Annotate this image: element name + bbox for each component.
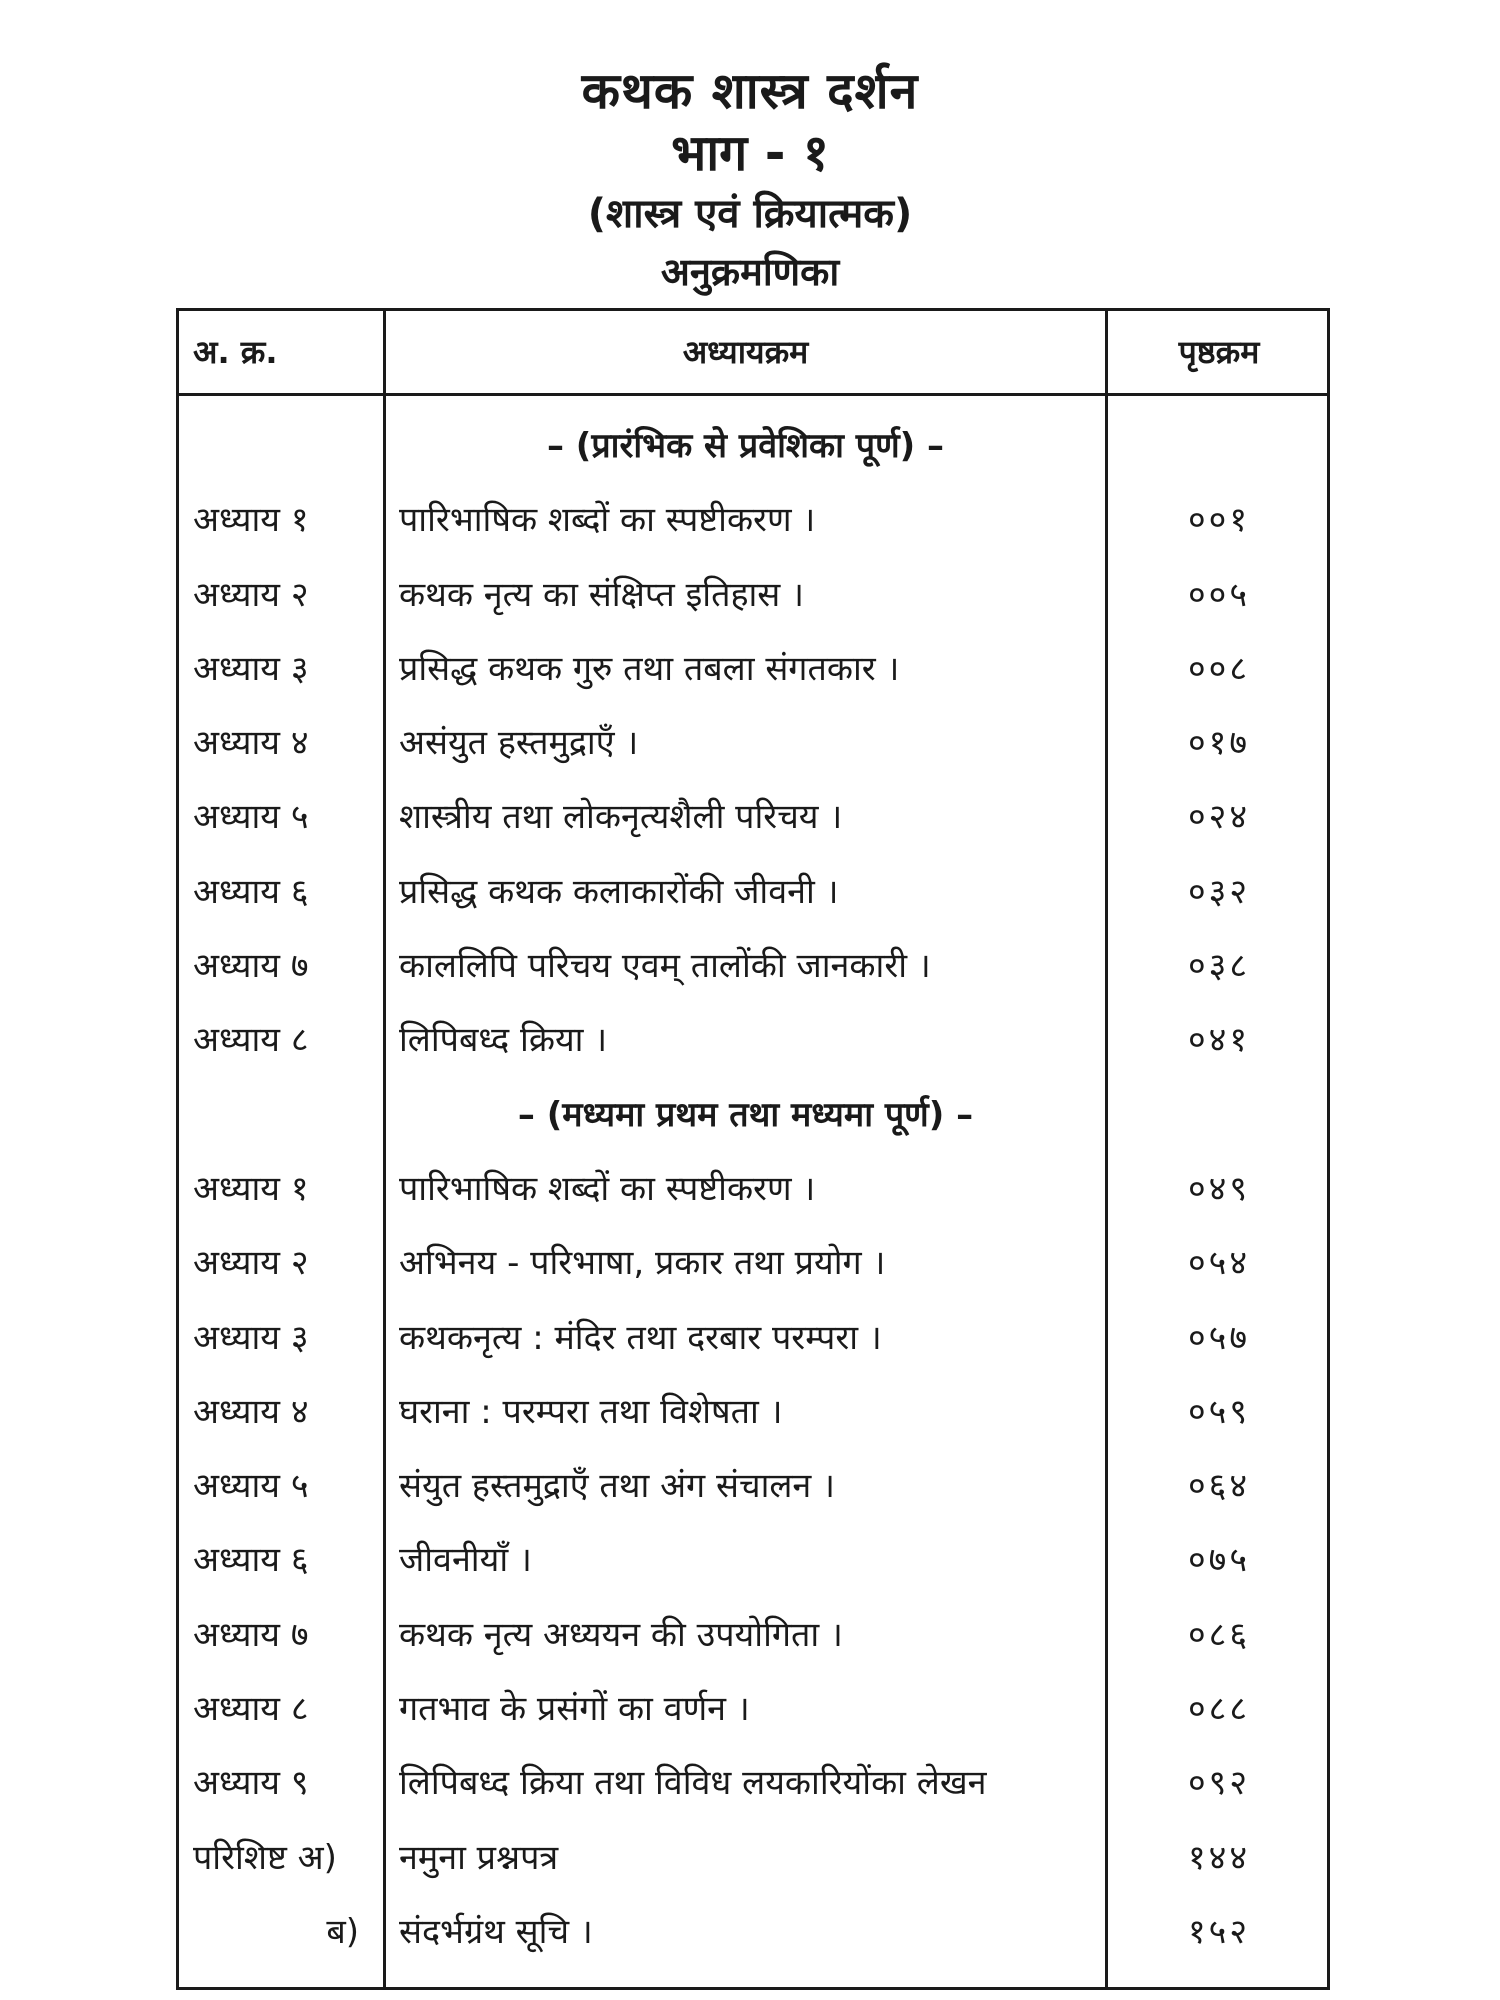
chapter-title: प्रसिद्ध कथक कलाकारोंकी जीवनी । bbox=[399, 871, 839, 912]
page-number: ०४१ bbox=[1187, 1020, 1251, 1061]
table-row bbox=[179, 1226, 1327, 1300]
chapter-title: लिपिबध्द क्रिया तथा विविध लयकारियोंका लेखन bbox=[399, 1763, 987, 1804]
page-number: ०४९ bbox=[1187, 1168, 1251, 1209]
index-heading: अनुक्रमणिका bbox=[660, 250, 840, 294]
page-number: ००५ bbox=[1187, 574, 1251, 615]
chapter-number: अध्याय ३ bbox=[193, 648, 309, 689]
chapter-title: जीवनीयाँ । bbox=[399, 1540, 532, 1581]
chapter-number: अध्याय ४ bbox=[193, 1391, 309, 1432]
chapter-title: घराना : परम्परा तथा विशेषता । bbox=[399, 1391, 783, 1432]
chapter-title: शास्त्रीय तथा लोकनृत्यशैली परिचय । bbox=[399, 797, 843, 838]
chapter-title: असंयुत हस्तमुद्राएँ । bbox=[399, 723, 639, 764]
chapter-title: संयुत हस्तमुद्राएँ तथा अंग संचालन । bbox=[399, 1466, 835, 1507]
page-number: ०५७ bbox=[1187, 1317, 1251, 1358]
table-row bbox=[179, 706, 1327, 780]
chapter-number: अध्याय ५ bbox=[193, 1466, 309, 1507]
table-row bbox=[179, 1375, 1327, 1449]
chapter-number: अध्याय ५ bbox=[193, 797, 309, 838]
chapter-number: अध्याय ७ bbox=[193, 946, 309, 987]
document-header bbox=[0, 60, 1500, 300]
chapter-title: कथक नृत्य का संक्षिप्त इतिहास । bbox=[399, 574, 804, 615]
chapter-title: कथक नृत्य अध्ययन की उपयोगिता । bbox=[399, 1614, 843, 1655]
chapter-number: अध्याय ८ bbox=[193, 1689, 309, 1730]
header-divider bbox=[179, 393, 1327, 396]
chapter-number: अध्याय १ bbox=[193, 1168, 309, 1209]
part-label: भाग - १ bbox=[671, 124, 829, 182]
chapter-number: अध्याय १ bbox=[193, 500, 309, 541]
chapter-number: परिशिष्ट अ) bbox=[193, 1837, 337, 1878]
chapter-number: अध्याय ८ bbox=[193, 1020, 309, 1061]
chapter-number: अध्याय ६ bbox=[193, 871, 309, 912]
chapter-number: अध्याय ६ bbox=[193, 1540, 309, 1581]
section-heading: – (मध्यमा प्रथम तथा मध्यमा पूर्ण) – bbox=[517, 1094, 974, 1135]
page-number: ०८८ bbox=[1187, 1689, 1251, 1730]
chapter-title: गतभाव के प्रसंगों का वर्णन । bbox=[399, 1689, 750, 1730]
book-subtitle: (शास्त्र एवं क्रियात्मक) bbox=[587, 191, 913, 237]
chapter-number: अध्याय ४ bbox=[193, 723, 309, 764]
chapter-title: काललिपि परिचय एवम् तालोंकी जानकारी । bbox=[399, 946, 931, 987]
table-row bbox=[179, 1003, 1327, 1077]
page-number: १४४ bbox=[1187, 1837, 1251, 1878]
book-title: कथक शास्त्र दर्शन bbox=[581, 62, 919, 120]
page-number: ०३८ bbox=[1187, 946, 1251, 987]
chapter-number: अध्याय ३ bbox=[193, 1317, 309, 1358]
table-row bbox=[179, 1301, 1327, 1375]
table-row bbox=[179, 1895, 1327, 1969]
page-number: ०२४ bbox=[1187, 797, 1251, 838]
chapter-title: पारिभाषिक शब्दों का स्पष्टीकरण । bbox=[399, 500, 816, 541]
table-row bbox=[179, 1598, 1327, 1672]
table-row bbox=[179, 1523, 1327, 1597]
chapter-title: कथकनृत्य : मंदिर तथा दरबार परम्परा । bbox=[399, 1317, 882, 1358]
chapter-number: अध्याय ७ bbox=[193, 1614, 309, 1655]
page-number: ०६४ bbox=[1187, 1466, 1251, 1507]
page-number: ००१ bbox=[1187, 500, 1251, 541]
table-row bbox=[179, 483, 1327, 557]
chapter-title: प्रसिद्ध कथक गुरु तथा तबला संगतकार । bbox=[399, 648, 900, 689]
section-heading-row bbox=[179, 409, 1327, 483]
table-row bbox=[179, 929, 1327, 1003]
table-row bbox=[179, 1672, 1327, 1746]
contents-table bbox=[176, 308, 1330, 1990]
page-number: १५२ bbox=[1187, 1911, 1251, 1952]
table-body bbox=[179, 409, 1327, 1969]
chapter-number: अध्याय ९ bbox=[193, 1763, 309, 1804]
section-heading: – (प्रारंभिक से प्रवेशिका पूर्ण) – bbox=[546, 426, 945, 466]
chapter-number: अध्याय २ bbox=[193, 1243, 309, 1284]
page-number: ०५९ bbox=[1187, 1391, 1251, 1432]
header-chapter: अध्यायक्रम bbox=[682, 333, 809, 371]
table-row bbox=[179, 1821, 1327, 1895]
page-number: ००८ bbox=[1187, 648, 1251, 689]
page-number: ०९२ bbox=[1187, 1763, 1251, 1804]
table-row bbox=[179, 632, 1327, 706]
page-number: ०७५ bbox=[1187, 1540, 1251, 1581]
chapter-title: पारिभाषिक शब्दों का स्पष्टीकरण । bbox=[399, 1168, 816, 1209]
table-row bbox=[179, 1449, 1327, 1523]
chapter-number: अध्याय २ bbox=[193, 574, 309, 615]
chapter-title: नमुना प्रश्नपत्र bbox=[399, 1837, 559, 1878]
header-number: अ. क्र. bbox=[193, 333, 278, 371]
chapter-title: संदर्भग्रंथ सूचि । bbox=[399, 1911, 593, 1952]
page-number: ०८६ bbox=[1187, 1614, 1251, 1655]
chapter-title: लिपिबध्द क्रिया । bbox=[399, 1020, 608, 1061]
chapter-number: ब) bbox=[326, 1911, 359, 1952]
table-row bbox=[179, 1746, 1327, 1820]
chapter-title: अभिनय - परिभाषा, प्रकार तथा प्रयोग । bbox=[399, 1243, 886, 1284]
section-heading-row bbox=[179, 1078, 1327, 1152]
header-page: पृष्ठक्रम bbox=[1178, 333, 1260, 371]
table-row bbox=[179, 855, 1327, 929]
table-row bbox=[179, 780, 1327, 854]
page-number: ०३२ bbox=[1187, 871, 1251, 912]
page-number: ०५४ bbox=[1187, 1243, 1251, 1284]
table-row bbox=[179, 558, 1327, 632]
page-number: ०१७ bbox=[1187, 723, 1251, 764]
table-row bbox=[179, 1152, 1327, 1226]
